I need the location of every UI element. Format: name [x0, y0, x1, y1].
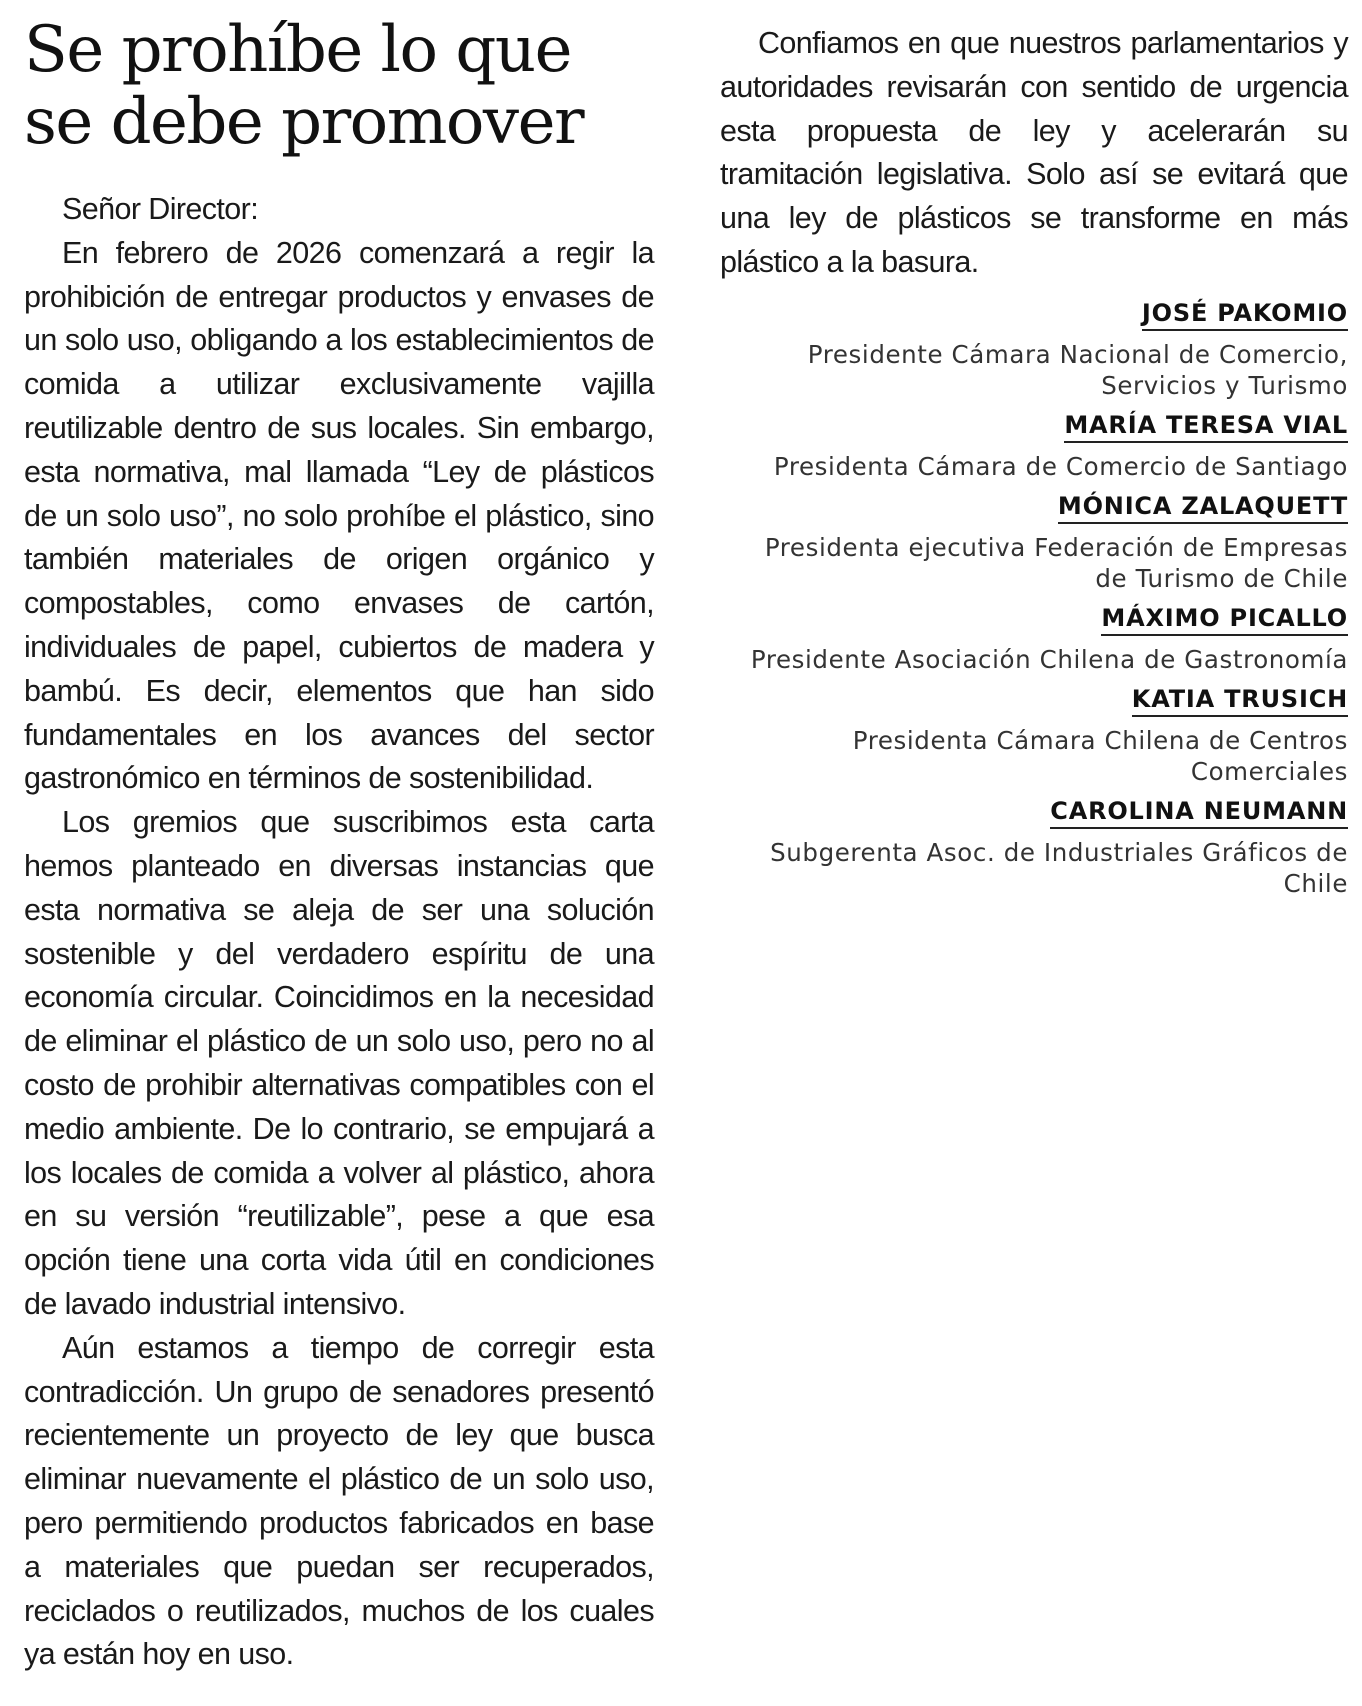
paragraph-3: Aún estamos a tiempo de corregir esta contradicción. Un grupo de senadores presentó recientemente un proyecto de ley que busca eliminar nuevamente el plástico de un solo uso, pero permitiendo productos fabricados en base a materiales que puedan ser recuperados, reciclados o reutilizados, muchos de los cuales ya están hoy en uso.: [24, 1330, 654, 1672]
paragraph-4: Confiamos en que nuestros parlamentarios y autoridades revisarán con sentido de urgencia esta propuesta de ley y acelerarán su tramitación legislativa. Solo así se evitará que una ley de plásticos se transforme en más plástico a la basura.: [720, 26, 1348, 279]
signatory-name: CAROLINA NEUMANN: [1050, 797, 1348, 829]
signatory-title: Presidenta ejecutiva Federación de Empresas de Turismo de Chile: [764, 532, 1348, 593]
salutation: Señor Director:: [62, 192, 259, 226]
right-column: [720, 22, 1348, 909]
left-column: [24, 14, 654, 1677]
signatory: [720, 299, 1348, 401]
signatory: [720, 411, 1348, 482]
signatory: [720, 685, 1348, 787]
letter-body-right: [720, 22, 1348, 285]
signatory-name: MÁXIMO PICALLO: [1101, 604, 1348, 636]
signatory: [720, 604, 1348, 675]
signatory-name: MÓNICA ZALAQUETT: [1058, 492, 1348, 524]
signatory: [720, 492, 1348, 594]
signatory-title: Presidenta Cámara Chilena de Centros Comerciales: [852, 725, 1348, 786]
headline: Se prohíbe lo que se debe promover: [24, 13, 584, 159]
paragraph-2: Los gremios que suscribimos esta carta hemos planteado en diversas instancias que esta normativa se aleja de ser una solución sostenible y del verdadero espíritu de una economía circular. Coincidimos en la necesidad de eliminar el plástico de un solo uso, pero no al costo de prohibir alternativas compatibles con el medio ambiente. De lo contrario, se empujará a los locales de comida a volver al plástico, ahora en su versión “reutilizable”, pese a que esa opción tiene una corta vida útil en condiciones de lavado industrial intensivo.: [24, 805, 654, 1321]
signatory: [720, 797, 1348, 899]
signatory-title: Presidente Cámara Nacional de Comercio, Servicios y Turismo: [807, 339, 1348, 400]
signatory-name: MARÍA TERESA VIAL: [1064, 411, 1348, 443]
letter-body-left: [24, 188, 654, 1677]
signatory-title: Subgerenta Asoc. de Industriales Gráficos de Chile: [770, 837, 1348, 898]
signatory-name: JOSÉ PAKOMIO: [1142, 299, 1348, 331]
signatory-name: KATIA TRUSICH: [1132, 685, 1348, 717]
signatory-title: Presidenta Cámara de Comercio de Santiago: [773, 451, 1348, 481]
signatory-title: Presidente Asociación Chilena de Gastronomía: [750, 644, 1348, 674]
paragraph-1: En febrero de 2026 comenzará a regir la prohibición de entregar productos y envases de un solo uso, obligando a los establecimientos de comida a utilizar exclusivamente vajilla reutilizable dentro de sus locales. Sin embargo, esta normativa, mal llamada “Ley de plásticos de un solo uso”, no solo prohíbe el plástico, sino también materiales de origen orgánico y compostables, como envases de cartón, individuales de papel, cubiertos de madera y bambú. Es decir, elementos que han sido fundamentales en los avances del sector gastronómico en términos de sostenibilidad.: [24, 235, 654, 796]
signatures: [720, 299, 1348, 899]
